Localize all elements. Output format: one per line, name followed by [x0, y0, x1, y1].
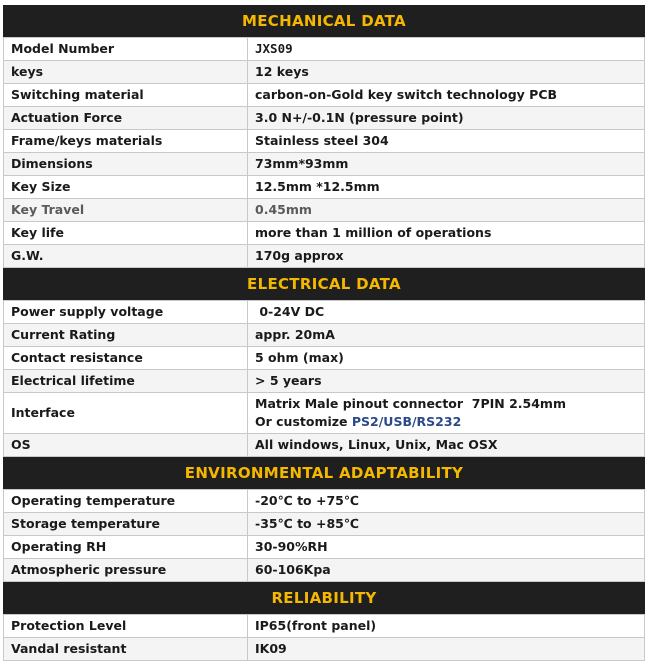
- spec-value: IK09: [248, 638, 645, 661]
- spec-key: Key Size: [4, 176, 248, 199]
- interface-protocols: PS2/USB/RS232: [351, 414, 462, 429]
- spec-value: 5 ohm (max): [248, 347, 645, 370]
- table-row: [4, 347, 645, 370]
- table-row: [4, 638, 645, 661]
- spec-value: 30-90%RH: [248, 536, 645, 559]
- spec-key: Protection Level: [4, 615, 248, 638]
- spec-key: Atmospheric pressure: [4, 559, 248, 582]
- spec-value: 12.5mm *12.5mm: [248, 176, 645, 199]
- spec-value-interface: [248, 393, 645, 434]
- spec-value: 60-106Kpa: [248, 559, 645, 582]
- spec-value: Stainless steel 304: [248, 130, 645, 153]
- section-header-environmental: ENVIRONMENTAL ADAPTABILITY: [3, 457, 645, 489]
- spec-key: Key Travel: [4, 199, 248, 222]
- table-row: [4, 490, 645, 513]
- spec-key: Electrical lifetime: [4, 370, 248, 393]
- table-row: [4, 199, 645, 222]
- electrical-table: [3, 300, 645, 457]
- section-header-electrical: ELECTRICAL DATA: [3, 268, 645, 300]
- table-row: [4, 513, 645, 536]
- spec-key: Frame/keys materials: [4, 130, 248, 153]
- spec-key: Operating RH: [4, 536, 248, 559]
- table-row: [4, 107, 645, 130]
- table-row: [4, 222, 645, 245]
- spec-key: Operating temperature: [4, 490, 248, 513]
- spec-key: Vandal resistant: [4, 638, 248, 661]
- spec-value: 73mm*93mm: [248, 153, 645, 176]
- spec-value: more than 1 million of operations: [248, 222, 645, 245]
- spec-key: Key life: [4, 222, 248, 245]
- table-row: [4, 559, 645, 582]
- interface-line-1: Matrix Male pinout connector 7PIN 2.54mm: [255, 396, 566, 411]
- spec-key: Dimensions: [4, 153, 248, 176]
- interface-prefix: Or customize: [255, 414, 352, 429]
- table-row: [4, 38, 645, 61]
- section-header-reliability: RELIABILITY: [3, 582, 645, 614]
- spec-key: Contact resistance: [4, 347, 248, 370]
- table-row: [4, 130, 645, 153]
- spec-value: -35℃ to +85℃: [248, 513, 645, 536]
- spec-value: 12 keys: [248, 61, 645, 84]
- spec-key: G.W.: [4, 245, 248, 268]
- spec-value: IP65(front panel): [248, 615, 645, 638]
- table-row: [4, 393, 645, 434]
- reliability-table: [3, 614, 645, 661]
- spec-value: 3.0 N+/-0.1N (pressure point): [248, 107, 645, 130]
- section-header-mechanical: MECHANICAL DATA: [3, 5, 645, 37]
- table-row: [4, 301, 645, 324]
- table-row: [4, 434, 645, 457]
- table-row: [4, 370, 645, 393]
- table-row: [4, 536, 645, 559]
- table-row: [4, 324, 645, 347]
- table-row: [4, 176, 645, 199]
- spec-key: Interface: [4, 393, 248, 434]
- mechanical-table: [3, 37, 645, 268]
- spec-value: All windows, Linux, Unix, Mac OSX: [248, 434, 645, 457]
- spec-key: Current Rating: [4, 324, 248, 347]
- spec-sheet: [3, 5, 645, 661]
- table-row: [4, 615, 645, 638]
- interface-line-2: [255, 413, 644, 431]
- spec-key: keys: [4, 61, 248, 84]
- spec-value: 0.45mm: [248, 199, 645, 222]
- spec-value: JXS09: [248, 38, 645, 61]
- table-row: [4, 84, 645, 107]
- environmental-table: [3, 489, 645, 582]
- spec-key: Actuation Force: [4, 107, 248, 130]
- spec-key: Switching material: [4, 84, 248, 107]
- table-row: [4, 153, 645, 176]
- spec-value: 170g approx: [248, 245, 645, 268]
- spec-value: 0-24V DC: [248, 301, 645, 324]
- spec-value: > 5 years: [248, 370, 645, 393]
- spec-key: Storage temperature: [4, 513, 248, 536]
- table-row: [4, 245, 645, 268]
- spec-key: Model Number: [4, 38, 248, 61]
- spec-value: -20℃ to +75℃: [248, 490, 645, 513]
- spec-key: OS: [4, 434, 248, 457]
- spec-key: Power supply voltage: [4, 301, 248, 324]
- spec-value: carbon-on-Gold key switch technology PCB: [248, 84, 645, 107]
- table-row: [4, 61, 645, 84]
- spec-value: appr. 20mA: [248, 324, 645, 347]
